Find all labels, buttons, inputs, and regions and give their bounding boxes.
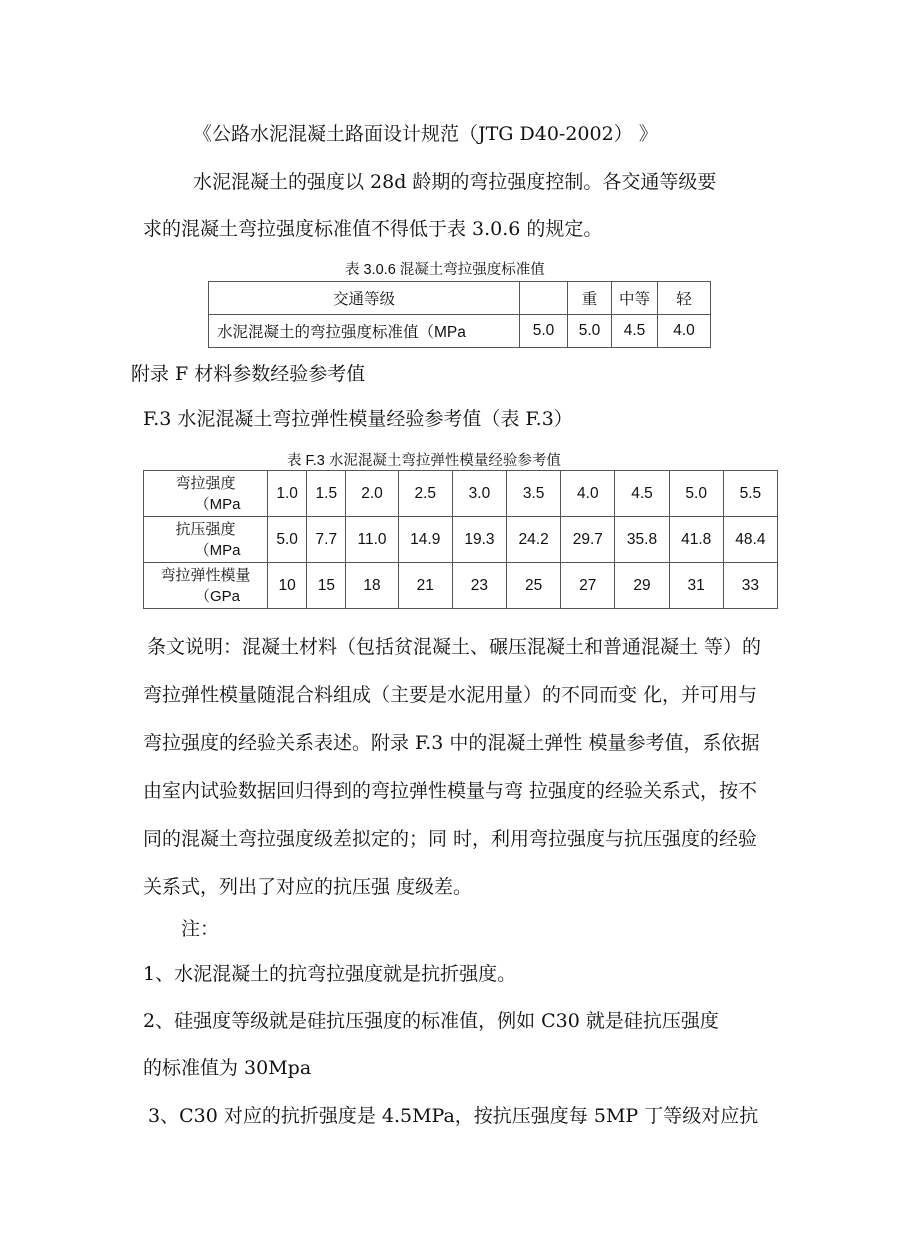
table-row [144,563,778,609]
note-item: 3、C30 对应的抗折强度是 4.5MPa，按抗压强度每 5MP 丁等级对应抗 [148,1105,759,1127]
note-item: 的标准值为 30Mpa [143,1057,312,1079]
table-cell: 48.4 [723,517,777,563]
paragraph-line: 水泥混凝土的强度以 28d 龄期的弯拉强度控制。各交通等级要 [193,171,717,193]
table-cell: 7.7 [307,517,346,563]
table-cell: 35.8 [615,517,669,563]
table-f-3 [143,470,778,609]
table-cell [520,282,568,315]
table-cell: 交通等级 [209,282,520,315]
table-cell: 重 [568,282,612,315]
table-cell: 29 [615,563,669,609]
table-cell: 5.5 [723,471,777,517]
table-cell: 5.0 [268,517,307,563]
table-3-0-6 [208,281,711,348]
table-cell: 10 [268,563,307,609]
table-row [209,282,711,315]
table-cell: 2.0 [346,471,398,517]
table-cell: 4.5 [615,471,669,517]
table1-caption: 表 3.0.6 混凝土弯拉强度标准值 [345,262,545,278]
explanation-line: 由室内试验数据回归得到的弯拉弹性模量与弯 拉强度的经验关系式，按不 [143,780,758,802]
table-cell: 5.0 [520,315,568,348]
table-cell: 33 [723,563,777,609]
appendix-title: 附录 F 材料参数经验参考值 [131,363,366,385]
row-header: 弯拉弹性模量 （GPa [144,563,268,609]
explanation-line: 条文说明：混凝土材料（包括贫混凝土、碾压混凝土和普通混凝土 等）的 [147,636,762,658]
table-cell: 29.7 [561,517,615,563]
row-header: 弯拉强度 （MPa [144,471,268,517]
table-cell: 3.0 [452,471,506,517]
table-cell: 1.0 [268,471,307,517]
explanation-line: 关系式，列出了对应的抗压强 度级差。 [143,876,473,898]
table-cell: 14.9 [398,517,452,563]
explanation-line: 弯拉弹性模量随混合料组成（主要是水泥用量）的不同而变 化，并可用与 [143,684,758,706]
table-cell: 4.5 [612,315,658,348]
note-item: 1、水泥混凝土的抗弯拉强度就是抗折强度。 [143,963,517,985]
row-header: 抗压强度 （MPa [144,517,268,563]
table-cell: 轻 [658,282,711,315]
document-heading: 《公路水泥混凝土路面设计规范（JTG D40-2002） 》 [193,123,658,145]
table-cell: 15 [307,563,346,609]
table-cell: 11.0 [346,517,398,563]
table-cell: 5.0 [568,315,612,348]
explanation-line: 同的混凝土弯拉强度级差拟定的；同 时，利用弯拉强度与抗压强度的经验 [143,828,758,850]
explanation-line: 弯拉强度的经验关系表述。附录 F.3 中的混凝土弹性 模量参考值，系依据 [143,732,760,754]
table-cell: 3.5 [507,471,561,517]
table-row [209,315,711,348]
note-item: 2、硅强度等级就是硅抗压强度的标准值，例如 C30 就是硅抗压强度 [143,1010,719,1032]
table-cell: 31 [669,563,723,609]
table-cell: 21 [398,563,452,609]
table-cell: 1.5 [307,471,346,517]
paragraph-line: 求的混凝土弯拉强度标准值不得低于表 3.0.6 的规定。 [143,218,603,240]
table-row [144,471,778,517]
section-title: F.3 水泥混凝土弯拉弹性模量经验参考值（表 F.3） [143,408,573,430]
table-cell: 4.0 [658,315,711,348]
table-cell: 2.5 [398,471,452,517]
table-cell: 水泥混凝土的弯拉强度标准值（MPa [209,315,520,348]
table-cell: 18 [346,563,398,609]
table-cell: 23 [452,563,506,609]
table2-caption: 表 F.3 水泥混凝土弯拉弹性模量经验参考值 [287,453,561,469]
table-row [144,517,778,563]
table-cell: 27 [561,563,615,609]
table-cell: 24.2 [507,517,561,563]
table-cell: 5.0 [669,471,723,517]
table-cell: 19.3 [452,517,506,563]
table-cell: 4.0 [561,471,615,517]
table-cell: 中等 [612,282,658,315]
table-cell: 25 [507,563,561,609]
note-label: 注： [181,918,220,940]
table-cell: 41.8 [669,517,723,563]
